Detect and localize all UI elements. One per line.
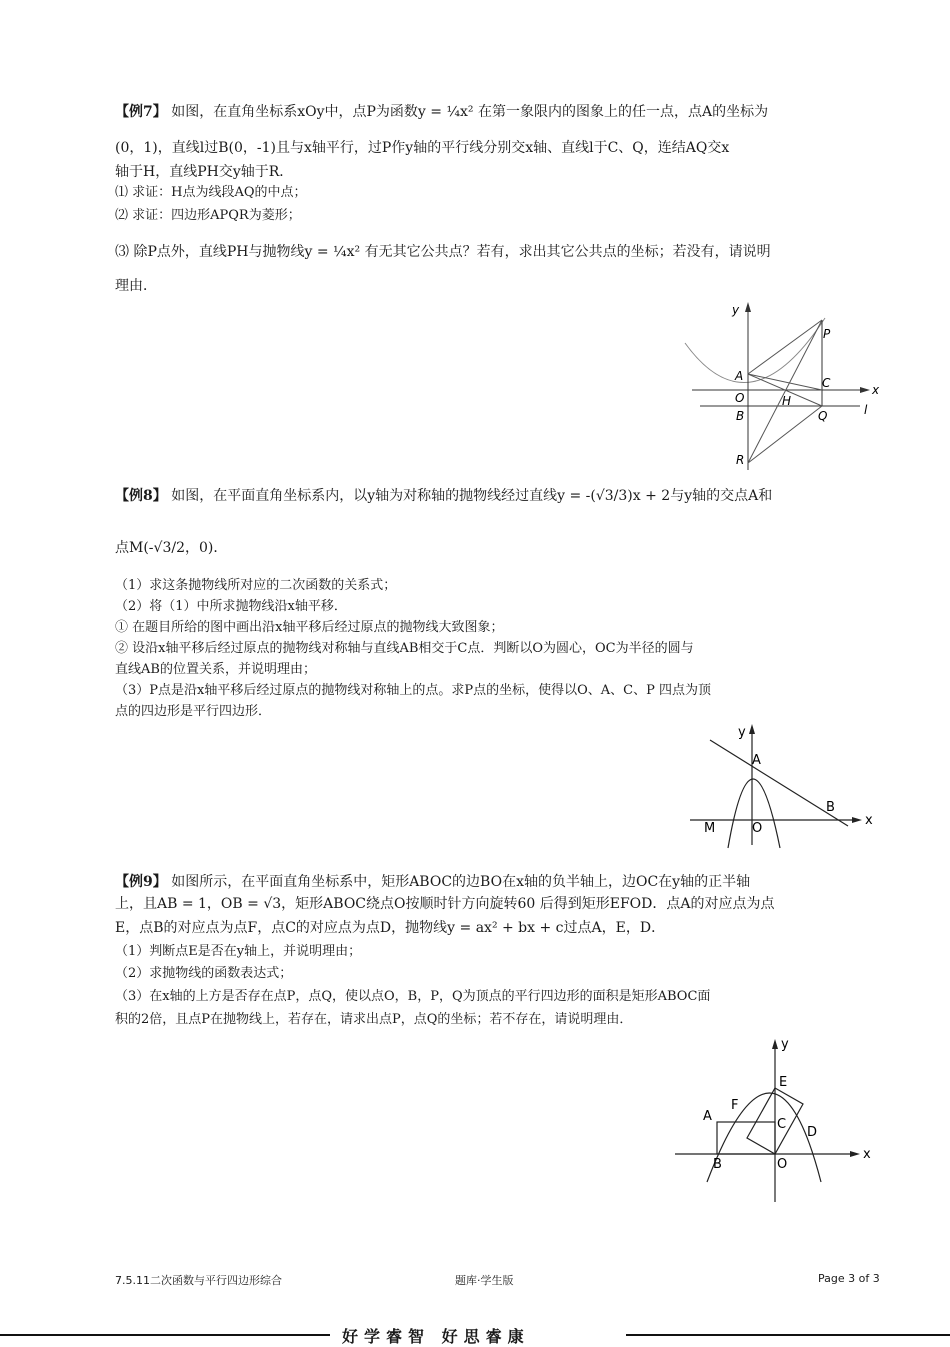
label-o: O: [777, 1157, 788, 1172]
label-c: C: [822, 376, 831, 390]
label-e: E: [779, 1075, 788, 1090]
bottom-slogan: 好学睿智 好思睿康: [342, 1327, 530, 1346]
example-7-question-2: ⑵ 求证：四边形APQR为菱形；: [115, 208, 301, 223]
example-7: [115, 102, 885, 302]
label-c: C: [777, 1117, 787, 1132]
label-d: D: [807, 1125, 818, 1140]
label-p: P: [823, 327, 831, 341]
example-9-line-1: 【例9】 如图所示，在平面直角坐标系中，矩形ABOC的边BO在x轴的负半轴上，边OC在y轴的正半轴: [115, 874, 751, 890]
example-7-question-1: ⑴ 求证：H点为线段AQ的中点；: [115, 185, 307, 200]
example-8-question-2: （2）将（1）中所求抛物线沿x轴平移．: [115, 599, 347, 614]
parabola-curve: [707, 1093, 821, 1182]
segment-ac: [748, 374, 822, 390]
bottom-rule-left: [0, 1334, 330, 1336]
example-8-question-2a: ① 在题目所给的图中画出沿x轴平移后经过原点的抛物线大致图象；: [115, 620, 504, 635]
label-a: A: [752, 753, 761, 768]
example-8-question-2b-cont: 直线AB的位置关系，并说明理由；: [115, 662, 316, 677]
label-x: x: [865, 813, 873, 828]
example-9: [115, 872, 885, 1032]
example-7-diagram: [680, 298, 890, 476]
label-m: M: [704, 821, 716, 836]
example-9-question-1: （1）判断点E是否在y轴上，并说明理由；: [115, 944, 362, 959]
example-8-question-1: （1）求这条抛物线所对应的二次函数的关系式；: [115, 578, 397, 593]
example-8-line-1: 【例8】 如图，在平面直角坐标系内，以y轴为对称轴的抛物线经过直线y = -(√3/3)x + 2与y轴的交点A和: [115, 488, 773, 504]
label-f: F: [731, 1098, 739, 1113]
parabola-curve: [685, 318, 825, 383]
y-axis-arrow-icon: [772, 1039, 778, 1049]
label-b: B: [713, 1157, 722, 1172]
example-9-figure: [675, 1034, 880, 1206]
footer-center: 题库·学生版: [455, 1274, 514, 1287]
label-o: O: [752, 821, 763, 836]
example-9-line-2: 上，且AB = 1，OB = √3，矩形ABOC绕点O按顺时针方向旋转60 后得到矩形EFOD．点A的对应点为点: [115, 896, 775, 912]
label-b: B: [736, 409, 745, 423]
example-8-line-2: 点M(-√3/2，0)．: [115, 540, 228, 556]
example-9-line-3: E，点B的对应点为点F，点C的对应点为点D，抛物线y = ax² + bx + c过点A，E，D．: [115, 920, 666, 936]
example-7-line-3: 轴于H，直线PH交y轴于R．: [115, 164, 294, 180]
footer-left: 7.5.11二次函数与平行四边形综合: [115, 1274, 282, 1287]
y-axis-arrow-icon: [745, 302, 751, 312]
label-b: B: [826, 800, 835, 815]
footer-page-number: Page 3 of 3: [818, 1272, 880, 1285]
example-8-figure: [690, 720, 880, 850]
example-7-figure: [680, 298, 890, 476]
example-7-question-3-cont: 理由．: [115, 278, 157, 294]
example-8-question-3-cont: 点的四边形是平行四边形．: [115, 704, 272, 719]
example-7-question-3: ⑶ 除P点外，直线PH与抛物线y = ¼x² 有无其它公共点？若有，求出其它公共点的坐标；若没有，请说明: [115, 244, 771, 260]
segment-rq: [748, 406, 822, 463]
label-q: Q: [818, 409, 828, 423]
example-9-question-3: （3）在x轴的上方是否存在点P，点Q，使以点O，B，P，Q为顶点的平行四边形的面积是矩形ABOC面: [115, 989, 711, 1004]
example-8: [115, 486, 885, 726]
example-9-diagram: [675, 1034, 880, 1206]
example-8-question-2b: ② 设沿x轴平移后经过原点的抛物线对称轴与直线AB相交于C点．判断以O为圆心，OC为半径的圆与: [115, 641, 694, 656]
example-9-label: 【例9】: [115, 874, 167, 890]
label-a: A: [703, 1109, 712, 1124]
example-7-line-1: 【例7】 如图，在直角坐标系xOy中，点P为函数y = ¼x² 在第一象限内的图象上的任一点，点A的坐标为: [115, 104, 769, 120]
label-a: A: [735, 369, 744, 383]
example-9-question-2: （2）求抛物线的函数表达式；: [115, 966, 293, 981]
segment-pr: [748, 320, 822, 463]
label-o: O: [735, 391, 745, 405]
bottom-rule-right: [626, 1334, 950, 1336]
label-h: H: [782, 394, 792, 408]
example-7-label: 【例7】: [115, 104, 167, 120]
label-y: y: [732, 303, 740, 317]
example-8-diagram: [690, 720, 880, 850]
label-y: y: [738, 725, 746, 740]
parabola-curve: [728, 779, 780, 848]
x-axis-arrow-icon: [850, 1151, 860, 1157]
x-axis-arrow-icon: [860, 387, 870, 393]
example-8-question-3: （3）P点是沿x轴平移后经过原点的抛物线对称轴上的点。求P点的坐标，使得以O、A、C、P 四点为顶: [115, 683, 711, 698]
label-l: l: [864, 403, 868, 417]
example-7-line-2: (0，1)，直线l过B(0，-1)且与x轴平行，过P作y轴的平行线分别交x轴、直线l于C、Q，连结AQ交x: [115, 140, 730, 156]
label-x: x: [872, 383, 880, 397]
x-axis-arrow-icon: [852, 817, 862, 823]
label-y: y: [781, 1037, 789, 1052]
example-8-label: 【例8】: [115, 488, 167, 504]
label-r: R: [736, 453, 745, 467]
example-9-question-3-cont: 积的2倍，且点P在抛物线上，若存在，请求出点P，点Q的坐标；若不存在，请说明理由．: [115, 1012, 633, 1027]
label-x: x: [863, 1147, 871, 1162]
y-axis-arrow-icon: [749, 724, 755, 734]
